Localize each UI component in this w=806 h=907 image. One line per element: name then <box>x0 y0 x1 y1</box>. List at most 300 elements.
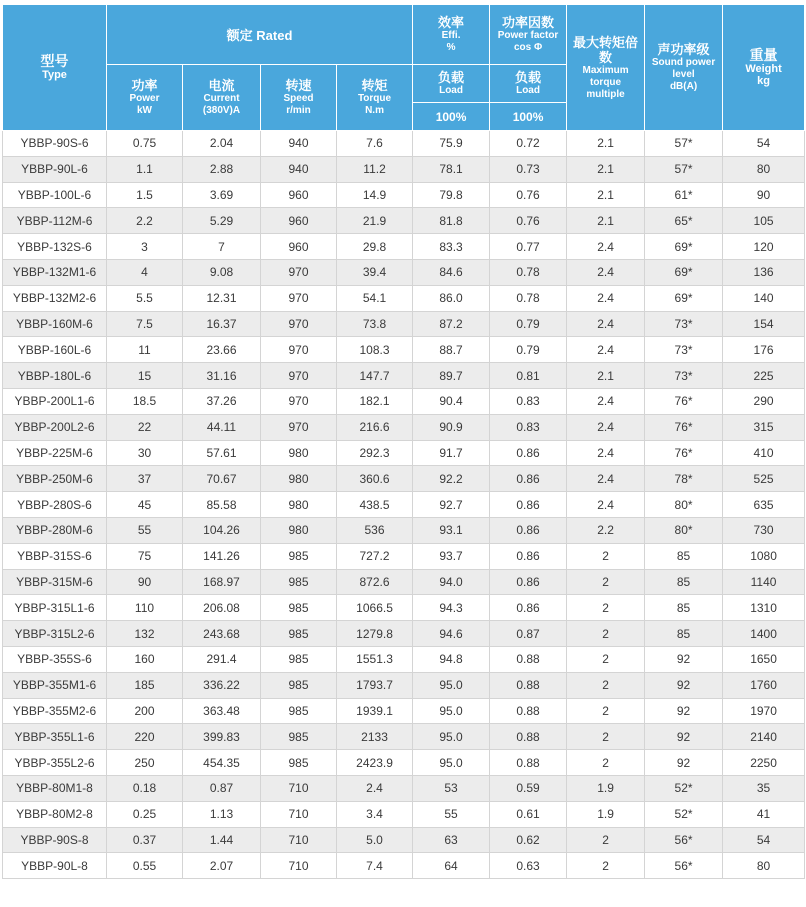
table-row <box>3 414 805 440</box>
cell-power: 75 <box>107 543 183 569</box>
cell-weight: 1650 <box>723 646 805 672</box>
cell-current: 1.13 <box>183 801 261 827</box>
table-row <box>3 337 805 363</box>
header-torque-en: Torque <box>357 93 392 104</box>
cell-power-factor: 0.59 <box>490 775 567 801</box>
cell-efficiency: 93.7 <box>413 543 490 569</box>
cell-current: 7 <box>183 234 261 260</box>
cell-type: YBBP-90S-8 <box>3 827 107 853</box>
cell-efficiency: 63 <box>413 827 490 853</box>
cell-weight: 140 <box>723 285 805 311</box>
header-speed <box>261 65 337 131</box>
cell-torque: 1939.1 <box>337 698 413 724</box>
header-type <box>3 5 107 131</box>
cell-power: 5.5 <box>107 285 183 311</box>
cell-power-factor: 0.81 <box>490 363 567 389</box>
header-weight-unit: kg <box>757 75 770 87</box>
cell-weight: 41 <box>723 801 805 827</box>
cell-current: 70.67 <box>183 466 261 492</box>
cell-weight: 1760 <box>723 672 805 698</box>
table-row <box>3 208 805 234</box>
table-row <box>3 646 805 672</box>
cell-torque: 7.6 <box>337 131 413 157</box>
cell-power: 90 <box>107 569 183 595</box>
cell-type: YBBP-280S-6 <box>3 492 107 518</box>
table-row <box>3 672 805 698</box>
table-row <box>3 801 805 827</box>
header-rated: 额定 Rated <box>107 5 413 65</box>
cell-type: YBBP-112M-6 <box>3 208 107 234</box>
cell-type: YBBP-90L-6 <box>3 156 107 182</box>
cell-efficiency: 94.6 <box>413 621 490 647</box>
cell-power: 185 <box>107 672 183 698</box>
cell-efficiency: 87.2 <box>413 311 490 337</box>
header-speed-cn: 转速 <box>285 78 312 93</box>
cell-current: 85.58 <box>183 492 261 518</box>
cell-sound: 80* <box>645 517 723 543</box>
header-eff-load-en: Load <box>439 85 463 96</box>
cell-speed: 970 <box>261 311 337 337</box>
cell-max-torque: 2.4 <box>567 311 645 337</box>
cell-efficiency: 94.8 <box>413 646 490 672</box>
cell-efficiency: 88.7 <box>413 337 490 363</box>
header-sound-en3: dB(A) <box>669 81 698 92</box>
cell-torque: 2133 <box>337 724 413 750</box>
cell-weight: 35 <box>723 775 805 801</box>
cell-current: 243.68 <box>183 621 261 647</box>
cell-torque: 2423.9 <box>337 750 413 776</box>
cell-power: 220 <box>107 724 183 750</box>
cell-speed: 710 <box>261 775 337 801</box>
cell-efficiency: 81.8 <box>413 208 490 234</box>
cell-weight: 290 <box>723 388 805 414</box>
table-row <box>3 517 805 543</box>
cell-current: 168.97 <box>183 569 261 595</box>
table-header <box>3 5 805 131</box>
cell-current: 336.22 <box>183 672 261 698</box>
cell-current: 2.04 <box>183 131 261 157</box>
cell-max-torque: 2.1 <box>567 131 645 157</box>
cell-current: 12.31 <box>183 285 261 311</box>
motor-spec-table <box>2 4 805 879</box>
cell-current: 37.26 <box>183 388 261 414</box>
cell-power-factor: 0.88 <box>490 724 567 750</box>
cell-speed: 970 <box>261 388 337 414</box>
cell-weight: 90 <box>723 182 805 208</box>
cell-power-factor: 0.76 <box>490 208 567 234</box>
cell-sound: 85 <box>645 621 723 647</box>
cell-sound: 52* <box>645 801 723 827</box>
table-row <box>3 621 805 647</box>
cell-efficiency: 95.0 <box>413 750 490 776</box>
cell-weight: 154 <box>723 311 805 337</box>
cell-power-factor: 0.86 <box>490 595 567 621</box>
header-efficiency-cn: 效率 <box>438 15 465 30</box>
cell-sound: 92 <box>645 698 723 724</box>
table-row <box>3 750 805 776</box>
cell-sound: 85 <box>645 569 723 595</box>
cell-torque: 360.6 <box>337 466 413 492</box>
cell-power: 200 <box>107 698 183 724</box>
cell-type: YBBP-225M-6 <box>3 440 107 466</box>
cell-sound: 73* <box>645 337 723 363</box>
cell-current: 3.69 <box>183 182 261 208</box>
cell-speed: 710 <box>261 801 337 827</box>
table-row <box>3 285 805 311</box>
table-row <box>3 363 805 389</box>
cell-power: 55 <box>107 517 183 543</box>
cell-speed: 960 <box>261 234 337 260</box>
cell-power-factor: 0.78 <box>490 285 567 311</box>
cell-type: YBBP-315L1-6 <box>3 595 107 621</box>
cell-max-torque: 2 <box>567 698 645 724</box>
cell-efficiency: 84.6 <box>413 259 490 285</box>
cell-max-torque: 2 <box>567 827 645 853</box>
cell-type: YBBP-132M1-6 <box>3 259 107 285</box>
cell-type: YBBP-200L1-6 <box>3 388 107 414</box>
cell-max-torque: 2.4 <box>567 234 645 260</box>
cell-weight: 1970 <box>723 698 805 724</box>
cell-max-torque: 2.1 <box>567 208 645 234</box>
cell-max-torque: 2 <box>567 569 645 595</box>
header-weight-en: Weight <box>745 63 782 75</box>
cell-current: 44.11 <box>183 414 261 440</box>
cell-max-torque: 2 <box>567 672 645 698</box>
cell-weight: 80 <box>723 853 805 879</box>
cell-power: 250 <box>107 750 183 776</box>
cell-power: 30 <box>107 440 183 466</box>
cell-power-factor: 0.73 <box>490 156 567 182</box>
header-eff-load <box>413 65 490 103</box>
cell-torque: 438.5 <box>337 492 413 518</box>
header-pf-load-en: Load <box>516 85 540 96</box>
table-row <box>3 182 805 208</box>
cell-efficiency: 92.2 <box>413 466 490 492</box>
cell-max-torque: 2.4 <box>567 388 645 414</box>
cell-power-factor: 0.76 <box>490 182 567 208</box>
cell-power-factor: 0.88 <box>490 750 567 776</box>
header-power-factor <box>490 5 567 65</box>
cell-type: YBBP-132M2-6 <box>3 285 107 311</box>
cell-sound: 61* <box>645 182 723 208</box>
cell-max-torque: 2 <box>567 621 645 647</box>
cell-torque: 536 <box>337 517 413 543</box>
cell-current: 1.44 <box>183 827 261 853</box>
cell-speed: 985 <box>261 724 337 750</box>
cell-weight: 1310 <box>723 595 805 621</box>
cell-torque: 39.4 <box>337 259 413 285</box>
cell-current: 31.16 <box>183 363 261 389</box>
cell-power-factor: 0.86 <box>490 440 567 466</box>
cell-efficiency: 55 <box>413 801 490 827</box>
cell-efficiency: 92.7 <box>413 492 490 518</box>
cell-sound: 65* <box>645 208 723 234</box>
cell-type: YBBP-160M-6 <box>3 311 107 337</box>
cell-power: 4 <box>107 259 183 285</box>
cell-power-factor: 0.63 <box>490 853 567 879</box>
table-row <box>3 466 805 492</box>
table-row <box>3 569 805 595</box>
cell-power-factor: 0.62 <box>490 827 567 853</box>
cell-power: 2.2 <box>107 208 183 234</box>
cell-efficiency: 94.3 <box>413 595 490 621</box>
cell-max-torque: 2.4 <box>567 466 645 492</box>
header-power-unit: kW <box>137 105 152 116</box>
cell-sound: 69* <box>645 234 723 260</box>
cell-max-torque: 2.1 <box>567 363 645 389</box>
cell-current: 454.35 <box>183 750 261 776</box>
cell-max-torque: 2 <box>567 750 645 776</box>
cell-type: YBBP-280M-6 <box>3 517 107 543</box>
cell-power: 160 <box>107 646 183 672</box>
cell-efficiency: 91.7 <box>413 440 490 466</box>
cell-current: 206.08 <box>183 595 261 621</box>
cell-type: YBBP-80M1-8 <box>3 775 107 801</box>
table-row <box>3 440 805 466</box>
cell-weight: 635 <box>723 492 805 518</box>
cell-torque: 1551.3 <box>337 646 413 672</box>
cell-torque: 5.0 <box>337 827 413 853</box>
cell-type: YBBP-132S-6 <box>3 234 107 260</box>
cell-power: 0.18 <box>107 775 183 801</box>
header-current-unit: (380V)A <box>202 105 241 116</box>
cell-torque: 2.4 <box>337 775 413 801</box>
cell-speed: 985 <box>261 672 337 698</box>
cell-current: 141.26 <box>183 543 261 569</box>
header-power-cn: 功率 <box>131 78 158 93</box>
table-row <box>3 827 805 853</box>
cell-efficiency: 86.0 <box>413 285 490 311</box>
table-row <box>3 595 805 621</box>
cell-power-factor: 0.88 <box>490 646 567 672</box>
cell-max-torque: 2 <box>567 853 645 879</box>
header-pf-load <box>490 65 567 103</box>
table-row <box>3 724 805 750</box>
cell-sound: 78* <box>645 466 723 492</box>
cell-weight: 120 <box>723 234 805 260</box>
table-row <box>3 775 805 801</box>
cell-power: 18.5 <box>107 388 183 414</box>
cell-type: YBBP-315L2-6 <box>3 621 107 647</box>
cell-efficiency: 83.3 <box>413 234 490 260</box>
cell-max-torque: 2.4 <box>567 259 645 285</box>
cell-sound: 57* <box>645 131 723 157</box>
header-power-factor-en: Power factor <box>497 30 559 41</box>
cell-power-factor: 0.83 <box>490 388 567 414</box>
cell-speed: 985 <box>261 595 337 621</box>
header-max-torque-cn: 最大转矩倍数 <box>573 34 639 65</box>
cell-max-torque: 2 <box>567 543 645 569</box>
cell-speed: 940 <box>261 131 337 157</box>
cell-sound: 85 <box>645 543 723 569</box>
cell-efficiency: 95.0 <box>413 698 490 724</box>
cell-sound: 92 <box>645 750 723 776</box>
cell-power-factor: 0.86 <box>490 517 567 543</box>
cell-power-factor: 0.83 <box>490 414 567 440</box>
header-power-factor-unit: cos Φ <box>513 42 543 53</box>
header-speed-en: Speed <box>283 93 314 104</box>
cell-type: YBBP-315S-6 <box>3 543 107 569</box>
cell-torque: 182.1 <box>337 388 413 414</box>
header-power-factor-cn: 功率因数 <box>502 15 555 30</box>
cell-weight: 176 <box>723 337 805 363</box>
cell-current: 23.66 <box>183 337 261 363</box>
cell-torque: 147.7 <box>337 363 413 389</box>
cell-max-torque: 2.4 <box>567 492 645 518</box>
cell-power: 110 <box>107 595 183 621</box>
cell-power: 1.5 <box>107 182 183 208</box>
cell-power: 45 <box>107 492 183 518</box>
cell-current: 363.48 <box>183 698 261 724</box>
cell-power-factor: 0.88 <box>490 698 567 724</box>
cell-type: YBBP-80M2-8 <box>3 801 107 827</box>
cell-speed: 970 <box>261 259 337 285</box>
cell-sound: 56* <box>645 827 723 853</box>
cell-sound: 56* <box>645 853 723 879</box>
cell-weight: 1080 <box>723 543 805 569</box>
cell-max-torque: 2.4 <box>567 414 645 440</box>
cell-power-factor: 0.79 <box>490 337 567 363</box>
cell-weight: 1140 <box>723 569 805 595</box>
cell-power: 11 <box>107 337 183 363</box>
cell-max-torque: 2 <box>567 646 645 672</box>
cell-weight: 54 <box>723 131 805 157</box>
cell-max-torque: 2.4 <box>567 337 645 363</box>
cell-max-torque: 2.1 <box>567 182 645 208</box>
header-torque <box>337 65 413 131</box>
cell-speed: 985 <box>261 621 337 647</box>
cell-efficiency: 64 <box>413 853 490 879</box>
cell-sound: 76* <box>645 414 723 440</box>
cell-power-factor: 0.72 <box>490 131 567 157</box>
cell-power: 0.25 <box>107 801 183 827</box>
cell-power-factor: 0.61 <box>490 801 567 827</box>
cell-weight: 2250 <box>723 750 805 776</box>
cell-speed: 985 <box>261 698 337 724</box>
cell-torque: 21.9 <box>337 208 413 234</box>
cell-power-factor: 0.88 <box>490 672 567 698</box>
table-row <box>3 492 805 518</box>
header-sound-en1: Sound power <box>651 57 716 68</box>
cell-speed: 980 <box>261 517 337 543</box>
cell-sound: 76* <box>645 388 723 414</box>
cell-sound: 73* <box>645 363 723 389</box>
table-body <box>3 131 805 879</box>
header-current-cn: 电流 <box>208 78 235 93</box>
cell-max-torque: 2.4 <box>567 285 645 311</box>
cell-torque: 1793.7 <box>337 672 413 698</box>
header-efficiency-unit: % <box>446 42 456 53</box>
cell-power: 0.75 <box>107 131 183 157</box>
cell-torque: 1066.5 <box>337 595 413 621</box>
header-torque-cn: 转矩 <box>361 78 388 93</box>
table-row <box>3 543 805 569</box>
cell-efficiency: 89.7 <box>413 363 490 389</box>
cell-current: 2.07 <box>183 853 261 879</box>
cell-efficiency: 90.9 <box>413 414 490 440</box>
cell-type: YBBP-250M-6 <box>3 466 107 492</box>
cell-power: 37 <box>107 466 183 492</box>
cell-speed: 980 <box>261 466 337 492</box>
header-weight-cn: 重量 <box>749 47 778 63</box>
cell-power-factor: 0.77 <box>490 234 567 260</box>
cell-power-factor: 0.86 <box>490 543 567 569</box>
cell-type: YBBP-355M2-6 <box>3 698 107 724</box>
cell-sound: 57* <box>645 156 723 182</box>
cell-current: 399.83 <box>183 724 261 750</box>
cell-sound: 69* <box>645 285 723 311</box>
cell-current: 0.87 <box>183 775 261 801</box>
cell-power: 3 <box>107 234 183 260</box>
cell-speed: 985 <box>261 750 337 776</box>
cell-torque: 108.3 <box>337 337 413 363</box>
table-row <box>3 156 805 182</box>
header-power-en: Power <box>129 93 160 104</box>
cell-speed: 970 <box>261 363 337 389</box>
cell-weight: 80 <box>723 156 805 182</box>
cell-sound: 52* <box>645 775 723 801</box>
table-row <box>3 311 805 337</box>
header-sound-en2: level <box>672 69 695 80</box>
cell-sound: 76* <box>645 440 723 466</box>
header-weight <box>723 5 805 131</box>
header-max-torque-en3: multiple <box>586 88 625 100</box>
cell-speed: 710 <box>261 853 337 879</box>
cell-sound: 92 <box>645 724 723 750</box>
cell-efficiency: 79.8 <box>413 182 490 208</box>
cell-torque: 1279.8 <box>337 621 413 647</box>
cell-torque: 216.6 <box>337 414 413 440</box>
cell-torque: 7.4 <box>337 853 413 879</box>
cell-speed: 710 <box>261 827 337 853</box>
header-max-torque <box>567 5 645 131</box>
cell-power-factor: 0.86 <box>490 466 567 492</box>
cell-speed: 985 <box>261 543 337 569</box>
cell-efficiency: 53 <box>413 775 490 801</box>
cell-sound: 92 <box>645 672 723 698</box>
cell-power-factor: 0.87 <box>490 621 567 647</box>
cell-max-torque: 2.4 <box>567 440 645 466</box>
header-pf-load-cn: 负载 <box>515 70 542 85</box>
cell-torque: 73.8 <box>337 311 413 337</box>
cell-type: YBBP-90S-6 <box>3 131 107 157</box>
cell-weight: 105 <box>723 208 805 234</box>
cell-weight: 410 <box>723 440 805 466</box>
cell-power-factor: 0.86 <box>490 492 567 518</box>
cell-weight: 525 <box>723 466 805 492</box>
header-eff-load-cn: 负载 <box>438 70 465 85</box>
cell-current: 5.29 <box>183 208 261 234</box>
header-eff-100: 100% <box>413 103 490 131</box>
table-row <box>3 853 805 879</box>
cell-power-factor: 0.79 <box>490 311 567 337</box>
cell-weight: 315 <box>723 414 805 440</box>
cell-max-torque: 1.9 <box>567 801 645 827</box>
cell-power: 132 <box>107 621 183 647</box>
cell-torque: 11.2 <box>337 156 413 182</box>
table-row <box>3 388 805 414</box>
cell-torque: 727.2 <box>337 543 413 569</box>
cell-efficiency: 93.1 <box>413 517 490 543</box>
cell-max-torque: 2 <box>567 724 645 750</box>
cell-power: 0.37 <box>107 827 183 853</box>
cell-sound: 80* <box>645 492 723 518</box>
cell-type: YBBP-355S-6 <box>3 646 107 672</box>
header-efficiency <box>413 5 490 65</box>
cell-torque: 14.9 <box>337 182 413 208</box>
cell-weight: 54 <box>723 827 805 853</box>
cell-type: YBBP-100L-6 <box>3 182 107 208</box>
